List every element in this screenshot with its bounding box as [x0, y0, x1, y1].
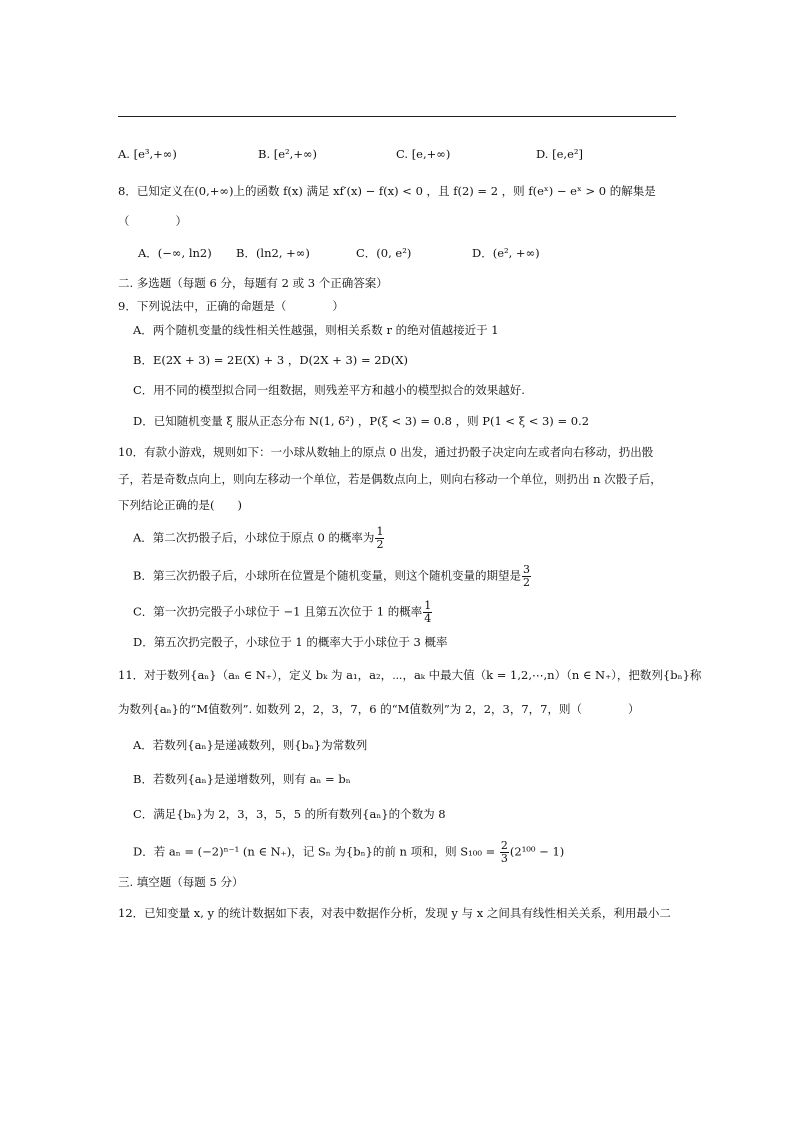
q9-option-c: C．用不同的模型拟合同一组数据，则残差平方和越小的模型拟合的效果越好. — [133, 383, 525, 397]
q10-option-c-fraction — [423, 600, 432, 625]
q11-option-d-tail: (2¹⁰⁰ − 1) — [509, 844, 565, 859]
section-multiple-choice: 二. 多选题（每题 6 分，每题有 2 或 3 个正确答案） — [118, 276, 388, 290]
q11-line-2: 为数列{aₙ}的“M值数列”. 如数列 2，2，3，7，6 的“M值数列”为 2，2，3，7，7，则（ ） — [118, 702, 640, 716]
q10-option-c — [133, 600, 433, 625]
q11-option-d — [133, 840, 564, 865]
q10-option-a — [133, 526, 385, 551]
q10-line-1: 10．有款小游戏，规则如下：一小球从数轴上的原点 0 出发，通过扔骰子决定向左或者向右移动，扔出骰 — [118, 445, 654, 459]
q7-option-c: C. [e,+∞) — [396, 147, 451, 161]
q10-option-b — [133, 564, 532, 589]
q11-option-a: A．若数列{aₙ}是递减数列，则{bₙ}为常数列 — [133, 738, 368, 752]
q10-option-d: D．第五次扔完骰子，小球位于 1 的概率大于小球位于 3 概率 — [133, 635, 448, 649]
fraction-numerator: 3 — [522, 563, 530, 576]
q8-paren: （ ） — [118, 214, 187, 228]
q9-option-d: D．已知随机变量 ξ 服从正态分布 N(1, δ²) ，P(ξ < 3) = 0.8 ，则 P(1 < ξ < 3) = 0.2 — [133, 414, 590, 428]
fraction-numerator: 1 — [376, 525, 384, 538]
q8-option-a: A．(−∞, ln2) — [138, 246, 212, 260]
fraction-denominator: 2 — [376, 538, 384, 551]
q12-stem: 12．已知变量 x, y 的统计数据如下表，对表中数据作分析，发现 y 与 x 之间具有线性相关关系，利用最小二 — [118, 906, 671, 920]
q10-option-a-fraction — [375, 526, 384, 551]
section-fill-in: 三. 填空题（每题 5 分） — [118, 875, 244, 889]
fraction-denominator: 4 — [424, 612, 432, 625]
q11-line-1: 11．对于数列{aₙ}（aₙ ∈ N₊），定义 bₖ 为 a₁，a₂，⋯，aₖ 中最大值（k = 1,2,⋯,n）（n ∈ N₊），把数列{bₙ}称 — [118, 668, 702, 682]
fraction-denominator: 2 — [522, 576, 530, 589]
header-rule — [118, 116, 676, 117]
q9-option-b: B．E(2X + 3) = 2E(X) + 3 ，D(2X + 3) = 2D(X) — [133, 353, 408, 367]
q10-option-b-text: B．第三次扔骰子后，小球所在位置是个随机变量，则这个随机变量的期望是 — [133, 568, 521, 583]
q8-option-d: D．(e², +∞) — [472, 246, 540, 260]
q8-stem: 8．已知定义在(0,+∞)上的函数 f(x) 满足 xf′(x) − f(x) < 0 ，且 f(2) = 2 ，则 f(eˣ) − eˣ > 0 的解集是 — [118, 184, 656, 198]
fraction-denominator: 3 — [500, 852, 508, 865]
q10-option-c-text: C．第一次扔完骰子小球位于 −1 且第五次位于 1 的概率 — [133, 604, 423, 619]
fraction-numerator: 1 — [424, 599, 432, 612]
q10-option-b-fraction — [522, 564, 531, 589]
q7-option-a: A. [e³,+∞) — [118, 147, 177, 161]
q11-option-b: B．若数列{aₙ}是递增数列，则有 aₙ = bₙ — [133, 772, 351, 786]
q9-stem: 9．下列说法中，正确的命题是（ ） — [118, 299, 344, 313]
q11-option-c: C．满足{bₙ}为 2，3，3，5，5 的所有数列{aₙ}的个数为 8 — [133, 807, 446, 821]
q10-line-2: 子，若是奇数点向上，则向左移动一个单位，若是偶数点向上，则向右移动一个单位，则扔出 n 次骰子后， — [118, 472, 662, 486]
q9-option-a: A．两个随机变量的线性相关性越强，则相关系数 r 的绝对值越接近于 1 — [133, 323, 499, 337]
q10-option-a-text: A．第二次扔骰子后，小球位于原点 0 的概率为 — [133, 530, 375, 545]
q11-option-d-text: D．若 aₙ = (−2)ⁿ⁻¹ (n ∈ N₊)，记 Sₙ 为{bₙ}的前 n 项和，则 S₁₀₀ = — [133, 844, 496, 859]
q7-option-b: B. [e²,+∞) — [258, 147, 318, 161]
q8-option-b: B．(ln2, +∞) — [236, 246, 310, 260]
q10-line-3: 下列结论正确的是( ) — [118, 498, 242, 512]
q7-option-d: D. [e,e²] — [536, 147, 583, 161]
fraction-numerator: 2 — [500, 839, 508, 852]
q11-option-d-fraction — [500, 840, 509, 865]
q8-option-c: C．(0, e²) — [356, 246, 412, 260]
